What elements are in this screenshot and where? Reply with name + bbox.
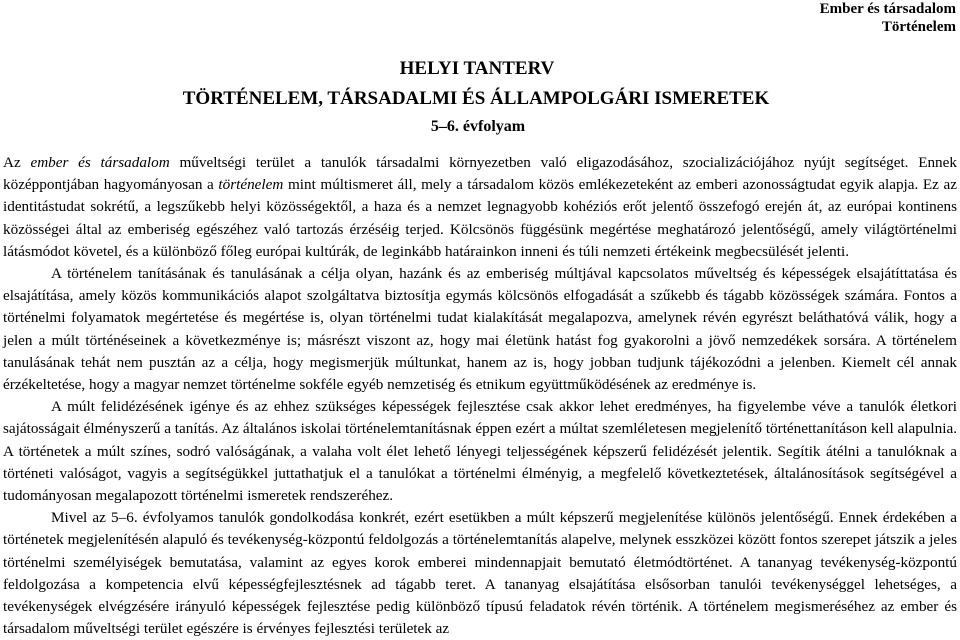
paragraph-methods: A múlt felidézésének igénye és az ehhez szükséges képességek fejlesztése csak akkor lehet eredményes, ha figyelembe véve a tanulók életkori sajátosságait élményszerű a tanítás. Az általános iskolai történelemtanításnak éppen ezért a múltat szemléletesen megjelenítő történettanításon kell alapulnia. A történetek a múlt színes, sodró valóságának, a valaha volt élet lehető lényegi teljességének képszerű felidézését jelentik. Segítik átélni a tanulóknak a történeti valóságot, vagyis a segítségükkel juttathatjuk el a tanulókat a történelmi élményig, a megfelelő következtetések, általánosítások segítségével a tudományosan megalapozott történelmi ismeretek rendszeréhez. xyxy=(3,398,957,505)
paragraph-intro-text-1: Az xyxy=(3,154,31,171)
document-title: HELYI TANTERV xyxy=(399,58,555,79)
paragraph-grade-5-6: Mivel az 5–6. évfolyamos tanulók gondolkodása konkrét, ezért esetükben a múlt képszerű megjelenítése különös jelentőségű. Ennek érdekében a történetek megjelenítésén alapuló és tevékenység-központú feldolgozás a történelemtanítás alapelve, melynek esszközei között fontos szerepet játszik a jeles történelmi személyiségek bemutatása, valamint az egyes korok emberei mindennapjait bemutató életmódtörténet. A tananyag tevékenység-központú feldolgozása a kompetencia elvű képességfejlesztésnek ad tágabb teret. A tananyag elsajátítása elsősorban tanulói tevékenységgel lehetséges, a tevékenységek elvégzésére irányuló képességek fejlesztése pedig különböző típusú feladatok révén történik. A történelem megismeréséhez az ember és társadalom műveltségi terület egészére is érvényes fejlesztési területek az xyxy=(3,509,957,638)
running-header xyxy=(820,0,956,36)
emphasis-ember-es-tarsadalom: ember és társadalom xyxy=(30,154,170,171)
emphasis-tortenelem: történelem xyxy=(218,176,284,194)
paragraph-intro xyxy=(3,152,957,263)
paragraph-goals: A történelem tanításának és tanulásának a célja olyan, hazánk és az emberiség múltjával kapcsolatos műveltség és képességek elsajátíttatása és elsajátítása, amely közös kommunikációs alapot szolgáltatva biztosítja egymás kölcsönös elfogadását a szűkebb és tágabb közösségek számára. Fontos a történelmi folyamatok megértetése és megértése is, olyan történelmi tudat kialakítását megalapozva, amelynek révén egyrészt beláthatóvá válik, hogy a jelen a múlt történéseinek a következménye is; másrészt viszont az, hogy mai életünk hatást fog gyakorolni a jövő nemzedékek sorsára. A történelem tanulásának tehát nem pusztán az a célja, hogy megismerjük múltunkat, hanem az is, hogy jobban tudjunk tájékozódni a jelenben. Kiemelt cél annak érzékeltetése, hogy a magyar nemzet történelme sokféle egyéb nemzetiség és etnikum együttműködésének az eredménye is. xyxy=(3,265,957,394)
document-subtitle: TÖRTÉNELEM, TÁRSADALMI ÉS ÁLLAMPOLGÁRI ISMERETEK xyxy=(182,88,770,109)
document-body xyxy=(3,152,957,640)
header-subsubject: Történelem xyxy=(881,19,956,35)
paragraph-intro-text-2: műveltségi terület a tanulók társadalmi környezetben való eligazodásához, szocializációjához nyújt segítséget. Ennek középpontjában hagyományosan a xyxy=(3,154,957,194)
paragraph-intro-text-3: mint múltismeret áll, mely a társadalom közös emlékezeteként az emberi azonosságtudat egyik alapja. Ez az identitástudat sokrétű, a legszűkebb helyi közösségektől, a haza és a nemzet legnagyobb kohéziós erőt jelentő összefogó erején át, az európai kontinens közösségei által az emberiség egészéhez való tartozás érzéséig terjed. Kölcsönös függésünk megértése meghatározó jelentőségű, amely világtörténelmi látásmódot követel, és a különböző főleg európai kultúrák, de leginkább határainkon inneni és túli nemzeti értékeink megbecsülését jelenti. xyxy=(3,176,958,260)
header-subject: Ember és társadalom xyxy=(819,1,956,17)
grade-level: 5–6. évfolyam xyxy=(430,118,526,135)
